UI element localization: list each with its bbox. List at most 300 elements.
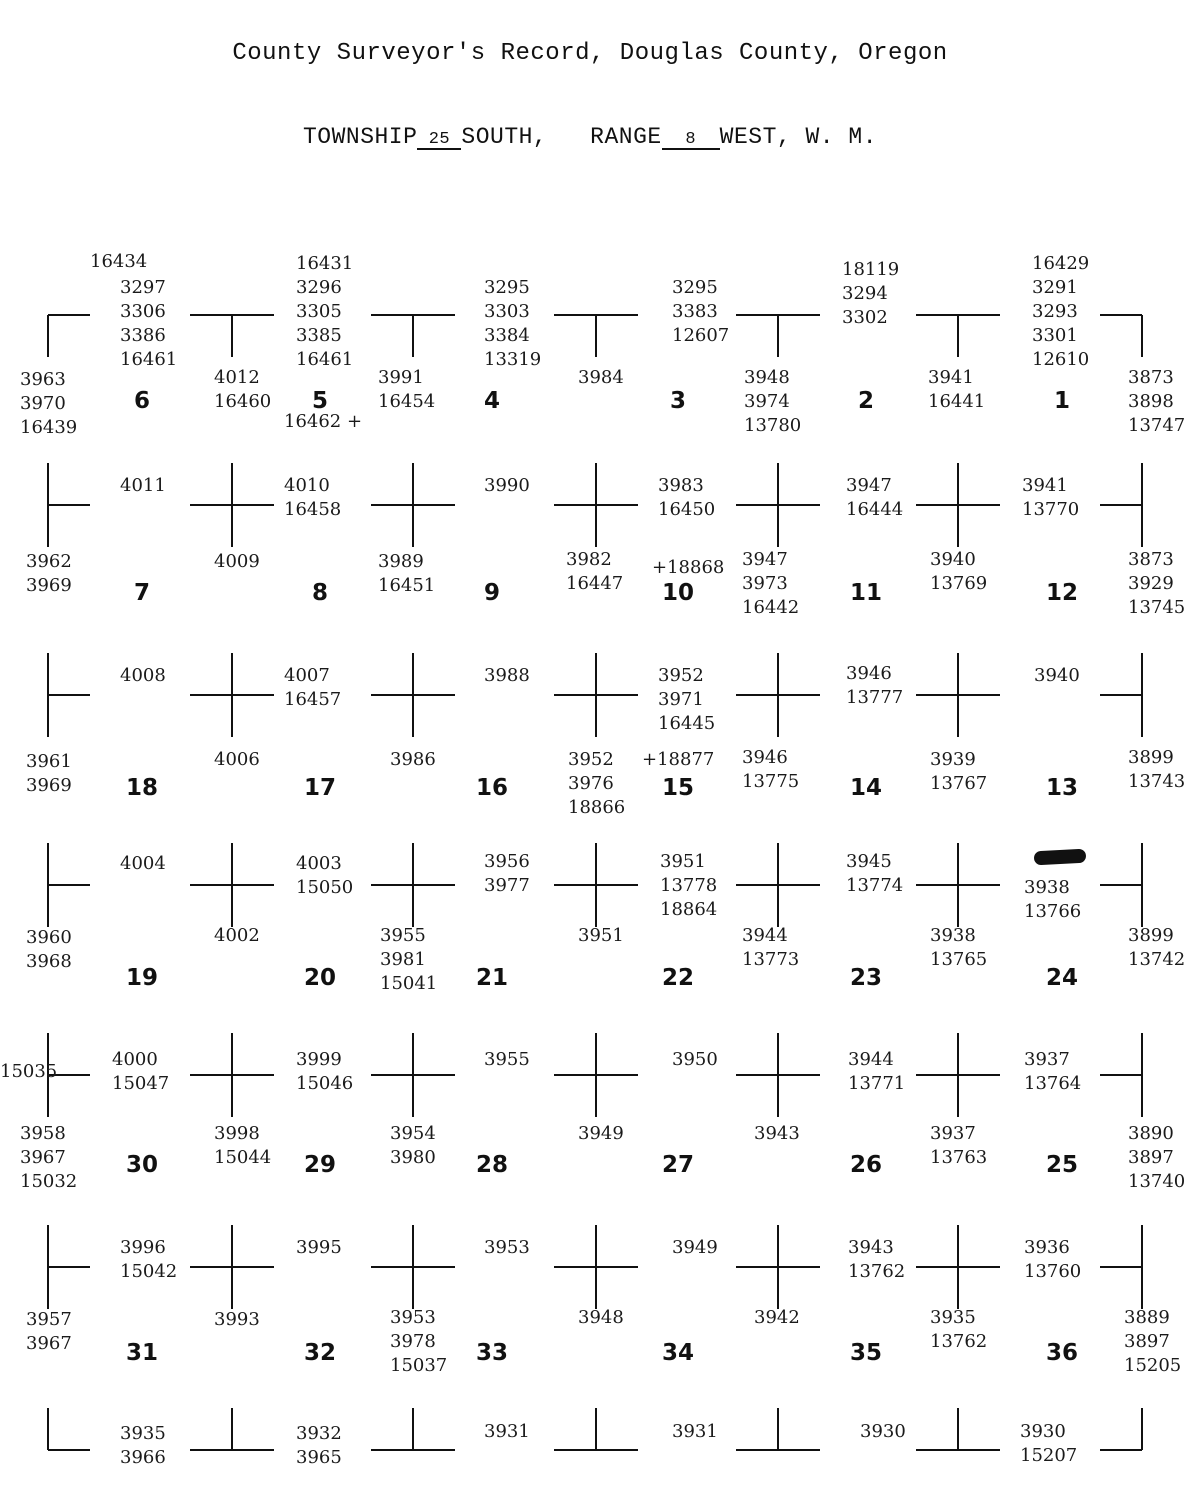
record-number-line: 3969 [26, 575, 72, 596]
corner-record-number [1034, 664, 1080, 688]
record-number-line: 12607 [672, 325, 730, 346]
section-number: 14 [849, 775, 882, 801]
record-number-line: 16460 [214, 391, 272, 412]
record-number-line: 4011 [120, 475, 166, 496]
record-number-line: 3963 [20, 369, 66, 390]
record-number-line: 3977 [484, 875, 530, 896]
corner-record-number [930, 748, 987, 796]
record-number-line: 13767 [930, 773, 988, 794]
record-number-line: 3383 [672, 301, 718, 322]
record-number-line: 18864 [660, 899, 718, 920]
record-number-line: 16429 [1032, 253, 1090, 274]
record-number-line: 13762 [848, 1261, 906, 1282]
section-number: 13 [1045, 775, 1078, 801]
record-number-line: 3983 [658, 475, 704, 496]
record-number-line: 13319 [484, 349, 542, 370]
corner-record-number [214, 1308, 260, 1332]
record-number-line: 15205 [1124, 1355, 1182, 1376]
record-number-line: 16450 [658, 499, 716, 520]
corner-record-number [658, 664, 715, 736]
corner-record-number [742, 746, 799, 794]
corner-record-number [930, 1122, 987, 1170]
corner-record-number [1128, 924, 1185, 972]
section-number: 26 [849, 1152, 882, 1178]
record-number-line: 3306 [120, 301, 166, 322]
corner-record-number [390, 1122, 436, 1170]
record-number-line: 3931 [672, 1421, 718, 1442]
record-number-line: 3984 [578, 367, 624, 388]
corner-record-number [1022, 474, 1079, 522]
record-number-line: 13775 [742, 771, 800, 792]
record-number-line: 3291 [1032, 277, 1078, 298]
corner-record-number [214, 366, 271, 414]
record-number-line: 16451 [378, 575, 436, 596]
corner-record-number [846, 662, 903, 710]
record-number-line: 3988 [484, 665, 530, 686]
record-number-line: 3954 [390, 1123, 436, 1144]
section-number: 16 [475, 775, 508, 801]
corner-record-number [578, 366, 624, 390]
record-number-line: 3971 [658, 689, 704, 710]
record-number-line: 15207 [1020, 1445, 1078, 1466]
record-number-line: 16462 + [284, 411, 363, 432]
corner-record-number [1124, 1306, 1181, 1378]
record-number-line: 3294 [842, 283, 888, 304]
record-number-line: 18119 [842, 259, 900, 280]
section-number: 10 [661, 580, 694, 606]
corner-record-number [642, 748, 714, 772]
corner-record-number [566, 548, 623, 596]
corner-record-number [378, 366, 435, 414]
record-number-line: 3998 [214, 1123, 260, 1144]
record-number-line: 13765 [930, 949, 988, 970]
corner-record-number [672, 276, 729, 348]
record-number-line: 3889 [1124, 1307, 1170, 1328]
record-number-line: 3944 [848, 1049, 894, 1070]
record-number-line: 3965 [296, 1447, 342, 1468]
corner-record-number [848, 1048, 905, 1096]
record-number-line: 3948 [578, 1307, 624, 1328]
section-number: 4 [483, 388, 500, 414]
corner-record-number [214, 550, 260, 574]
record-number-line: 16444 [846, 499, 904, 520]
record-number-line: 3942 [754, 1307, 800, 1328]
corner-record-number [484, 1236, 530, 1260]
corner-record-number [842, 258, 899, 330]
corner-record-number [578, 1306, 624, 1330]
section-number: 1 [1053, 388, 1070, 414]
corner-record-number [672, 1048, 718, 1072]
corner-record-number [1020, 1420, 1077, 1468]
corner-record-number [578, 924, 624, 948]
record-number-line: 12610 [1032, 349, 1090, 370]
record-number-line: 3937 [930, 1123, 976, 1144]
record-number-line: 3940 [1034, 665, 1080, 686]
record-number-line: 3973 [742, 573, 788, 594]
record-number-line: 3296 [296, 277, 342, 298]
section-number: 24 [1045, 965, 1078, 991]
record-number-line: 3995 [296, 1237, 342, 1258]
section-number: 34 [661, 1340, 694, 1366]
record-number-line: 3297 [120, 277, 166, 298]
record-number-line: 3941 [1022, 475, 1068, 496]
record-number-line: 13763 [930, 1147, 988, 1168]
section-number: 6 [133, 388, 150, 414]
record-number-line: 3970 [20, 393, 66, 414]
section-number: 25 [1045, 1152, 1078, 1178]
corner-record-number [296, 252, 353, 372]
record-number-line: 3935 [120, 1423, 166, 1444]
corner-record-number [390, 748, 436, 772]
corner-record-number [754, 1122, 800, 1146]
record-number-line: 3986 [390, 749, 436, 770]
corner-record-number [26, 550, 72, 598]
corner-record-number [284, 664, 341, 712]
corner-record-number [214, 924, 260, 948]
corner-record-number [378, 550, 435, 598]
corner-record-number [1024, 1236, 1081, 1284]
section-number: 15 [661, 775, 694, 801]
record-number-line: 4004 [120, 853, 166, 874]
corner-record-number [296, 1048, 353, 1096]
record-number-line: 3952 [658, 665, 704, 686]
record-number-line: 3990 [484, 475, 530, 496]
section-number: 28 [475, 1152, 508, 1178]
record-number-line: 15035 [0, 1061, 58, 1082]
record-number-line: 13742 [1128, 949, 1186, 970]
record-number-line: 3950 [672, 1049, 718, 1070]
corner-record-number [120, 474, 166, 498]
record-number-line: 3943 [848, 1237, 894, 1258]
record-number-line: 16461 [296, 349, 354, 370]
corner-record-number [296, 1422, 342, 1470]
record-number-line: 16458 [284, 499, 342, 520]
corner-record-number [930, 1306, 987, 1354]
record-number-line: 3935 [930, 1307, 976, 1328]
record-number-line: 3301 [1032, 325, 1078, 346]
section-number: 9 [483, 580, 500, 606]
township-number: 25 [417, 131, 461, 150]
range-number: 8 [662, 131, 720, 150]
section-number: 33 [475, 1340, 508, 1366]
corner-record-number [120, 1422, 166, 1470]
record-number-line: 3967 [26, 1333, 72, 1354]
record-number-line: 3945 [846, 851, 892, 872]
record-number-line: 3305 [296, 301, 342, 322]
record-number-line: 3943 [754, 1123, 800, 1144]
record-number-line: 3293 [1032, 301, 1078, 322]
record-number-line: +18868 [652, 557, 725, 578]
record-number-line: 4002 [214, 925, 260, 946]
record-number-line: 4009 [214, 551, 260, 572]
section-number: 18 [125, 775, 158, 801]
record-number-line: 3991 [378, 367, 424, 388]
record-number-line: 13740 [1128, 1171, 1186, 1192]
record-number-line: 4012 [214, 367, 260, 388]
record-number-line: 3949 [578, 1123, 624, 1144]
corner-record-number [484, 1048, 530, 1072]
corner-record-number [26, 926, 72, 974]
section-number: 11 [849, 580, 882, 606]
record-number-line: 3386 [120, 325, 166, 346]
record-number-line: 13764 [1024, 1073, 1082, 1094]
record-number-line: 4006 [214, 749, 260, 770]
record-number-line: 3996 [120, 1237, 166, 1258]
section-number: 35 [849, 1340, 882, 1366]
section-number: 22 [661, 965, 694, 991]
corner-record-number [214, 1122, 271, 1170]
section-number: 31 [125, 1340, 158, 1366]
record-number-line: 13743 [1128, 771, 1186, 792]
corner-record-number [296, 852, 353, 900]
record-number-line: 3951 [660, 851, 706, 872]
record-number-line: 13769 [930, 573, 988, 594]
corner-record-number [658, 474, 715, 522]
record-number-line: 13778 [660, 875, 718, 896]
corner-record-number [1024, 1048, 1081, 1096]
section-number: 23 [849, 965, 882, 991]
record-number-line: 13745 [1128, 597, 1186, 618]
record-number-line: 18866 [568, 797, 626, 818]
section-number: 36 [1045, 1340, 1078, 1366]
corner-record-number [296, 1236, 342, 1260]
section-number: 29 [303, 1152, 336, 1178]
corner-record-number [90, 250, 147, 274]
record-number-line: 3982 [566, 549, 612, 570]
corner-record-number [1024, 876, 1081, 924]
corner-record-number [484, 276, 541, 372]
record-number-line: 16439 [20, 417, 78, 438]
record-number-line: 3969 [26, 775, 72, 796]
record-number-line: 4000 [112, 1049, 158, 1070]
corner-record-number [120, 276, 177, 372]
record-number-line: 4008 [120, 665, 166, 686]
record-number-line: 3947 [742, 549, 788, 570]
section-number: 2 [857, 388, 874, 414]
record-number-line: 3980 [390, 1147, 436, 1168]
record-number-line: 16461 [120, 349, 178, 370]
record-number-line: 3295 [672, 277, 718, 298]
corner-record-number [742, 548, 799, 620]
record-number-line: 3930 [860, 1421, 906, 1442]
section-number: 21 [475, 965, 508, 991]
record-number-line: 3946 [846, 663, 892, 684]
record-number-line: 3949 [672, 1237, 718, 1258]
section-number: 7 [133, 580, 150, 606]
record-number-line: 13777 [846, 687, 904, 708]
corner-record-number [754, 1306, 800, 1330]
record-number-line: 13766 [1024, 901, 1082, 922]
record-number-line: 3974 [744, 391, 790, 412]
record-number-line: 15041 [380, 973, 438, 994]
corner-record-number [660, 850, 717, 922]
record-number-line: 15047 [112, 1073, 170, 1094]
record-number-line: 3962 [26, 551, 72, 572]
record-number-line: 3944 [742, 925, 788, 946]
record-number-line: 3898 [1128, 391, 1174, 412]
range-label: RANGE [590, 124, 662, 150]
record-number-line: 3897 [1124, 1331, 1170, 1352]
section-number: 20 [303, 965, 336, 991]
record-number-line: 16441 [928, 391, 986, 412]
record-number-line: 3936 [1024, 1237, 1070, 1258]
section-number: 12 [1045, 580, 1078, 606]
corner-record-number [20, 368, 77, 440]
record-number-line: 13780 [744, 415, 802, 436]
record-number-line: 3976 [568, 773, 614, 794]
corner-record-number [284, 410, 362, 434]
record-number-line: 4010 [284, 475, 330, 496]
corner-record-number [742, 924, 799, 972]
record-number-line: 3951 [578, 925, 624, 946]
record-number-line: 3385 [296, 325, 342, 346]
record-number-line: 3948 [744, 367, 790, 388]
corner-record-number [1128, 1122, 1185, 1194]
record-number-line: 3303 [484, 301, 530, 322]
corner-record-number [930, 548, 987, 596]
record-number-line: 3961 [26, 751, 72, 772]
record-number-line: 3890 [1128, 1123, 1174, 1144]
record-number-line: 3932 [296, 1423, 342, 1444]
record-number-line: 3955 [380, 925, 426, 946]
record-number-line: 3302 [842, 307, 888, 328]
corner-record-number [214, 748, 260, 772]
corner-record-number [1128, 746, 1185, 794]
record-number-line: 3939 [930, 749, 976, 770]
record-number-line: 3941 [928, 367, 974, 388]
corner-record-number [846, 850, 903, 898]
section-number: 3 [669, 388, 686, 414]
record-number-line: 3953 [484, 1237, 530, 1258]
record-number-line: 3931 [484, 1421, 530, 1442]
record-number-line: 3937 [1024, 1049, 1070, 1070]
corner-record-number [112, 1048, 169, 1096]
record-number-line: 3993 [214, 1309, 260, 1330]
record-number-line: 16454 [378, 391, 436, 412]
corner-record-number [0, 1060, 57, 1084]
record-number-line: 3295 [484, 277, 530, 298]
ink-smudge [1034, 849, 1087, 866]
corner-record-number [578, 1122, 624, 1146]
record-number-line: 15046 [296, 1073, 354, 1094]
section-number: 5 [311, 388, 328, 414]
corner-record-number [672, 1420, 718, 1444]
corner-record-number [120, 664, 166, 688]
section-number: 32 [303, 1340, 336, 1366]
record-number-line: 15037 [390, 1355, 448, 1376]
corner-record-number [20, 1122, 77, 1194]
record-number-line: 3958 [20, 1123, 66, 1144]
record-number-line: 3946 [742, 747, 788, 768]
record-number-line: 3873 [1128, 367, 1174, 388]
corner-record-number [26, 1308, 72, 1356]
record-number-line: 3956 [484, 851, 530, 872]
corner-record-number [1128, 366, 1185, 438]
section-number: 30 [125, 1152, 158, 1178]
record-number-line: 3981 [380, 949, 426, 970]
record-number-line: 3940 [930, 549, 976, 570]
corner-record-number [484, 474, 530, 498]
record-number-line: 3384 [484, 325, 530, 346]
corner-record-number [744, 366, 801, 438]
record-number-line: 13773 [742, 949, 800, 970]
corner-record-number [860, 1420, 906, 1444]
corner-record-number [1128, 548, 1185, 620]
record-number-line: 3978 [390, 1331, 436, 1352]
record-number-line: 4003 [296, 853, 342, 874]
corner-record-number [120, 852, 166, 876]
record-number-line: 3899 [1128, 925, 1174, 946]
section-number: 8 [311, 580, 328, 606]
corner-record-number [928, 366, 985, 414]
record-number-line: 16442 [742, 597, 800, 618]
record-number-line: 15032 [20, 1171, 78, 1192]
record-number-line: 15044 [214, 1147, 272, 1168]
corner-record-number [284, 474, 341, 522]
corner-record-number [930, 924, 987, 972]
record-number-line: 3957 [26, 1309, 72, 1330]
record-number-line: 3947 [846, 475, 892, 496]
township-label: TOWNSHIP [302, 124, 418, 150]
record-number-line: 4007 [284, 665, 330, 686]
record-number-line: 16434 [90, 251, 148, 272]
section-number: 19 [125, 965, 158, 991]
record-number-line: 3966 [120, 1447, 166, 1468]
record-number-line: 3873 [1128, 549, 1174, 570]
range-direction: WEST, W. M. [719, 124, 877, 150]
record-number-line: 13770 [1022, 499, 1080, 520]
record-number-line: 16447 [566, 573, 624, 594]
record-number-line: 3989 [378, 551, 424, 572]
record-number-line: 16457 [284, 689, 342, 710]
section-number: 27 [661, 1152, 694, 1178]
corner-record-number [672, 1236, 718, 1260]
corner-record-number [484, 850, 530, 898]
record-number-line: 3968 [26, 951, 72, 972]
record-number-line: 3960 [26, 927, 72, 948]
record-number-line: 15042 [120, 1261, 178, 1282]
corner-record-number [380, 924, 437, 996]
record-number-line: +18877 [642, 749, 715, 770]
record-number-line: 13774 [846, 875, 904, 896]
corner-record-number [26, 750, 72, 798]
corner-record-number [846, 474, 903, 522]
record-title: County Surveyor's Record, Douglas County, Oregon [232, 40, 948, 67]
record-number-line: 13747 [1128, 415, 1186, 436]
record-number-line: 3938 [930, 925, 976, 946]
record-number-line: 3897 [1128, 1147, 1174, 1168]
township-direction: SOUTH, [461, 124, 548, 150]
record-number-line: 3952 [568, 749, 614, 770]
corner-record-number [568, 748, 625, 820]
record-number-line: 3930 [1020, 1421, 1066, 1442]
record-number-line: 15050 [296, 877, 354, 898]
record-number-line: 13771 [848, 1073, 906, 1094]
record-number-line: 13760 [1024, 1261, 1082, 1282]
corner-record-number [484, 664, 530, 688]
record-number-line: 13762 [930, 1331, 988, 1352]
record-number-line: 3938 [1024, 877, 1070, 898]
record-number-line: 3899 [1128, 747, 1174, 768]
corner-record-number [484, 1420, 530, 1444]
corner-record-number [120, 1236, 177, 1284]
corner-record-number [652, 556, 724, 580]
record-number-line: 3953 [390, 1307, 436, 1328]
record-number-line: 16431 [296, 253, 354, 274]
record-number-line: 3999 [296, 1049, 342, 1070]
record-number-line: 16445 [658, 713, 716, 734]
corner-record-number [1032, 252, 1089, 372]
